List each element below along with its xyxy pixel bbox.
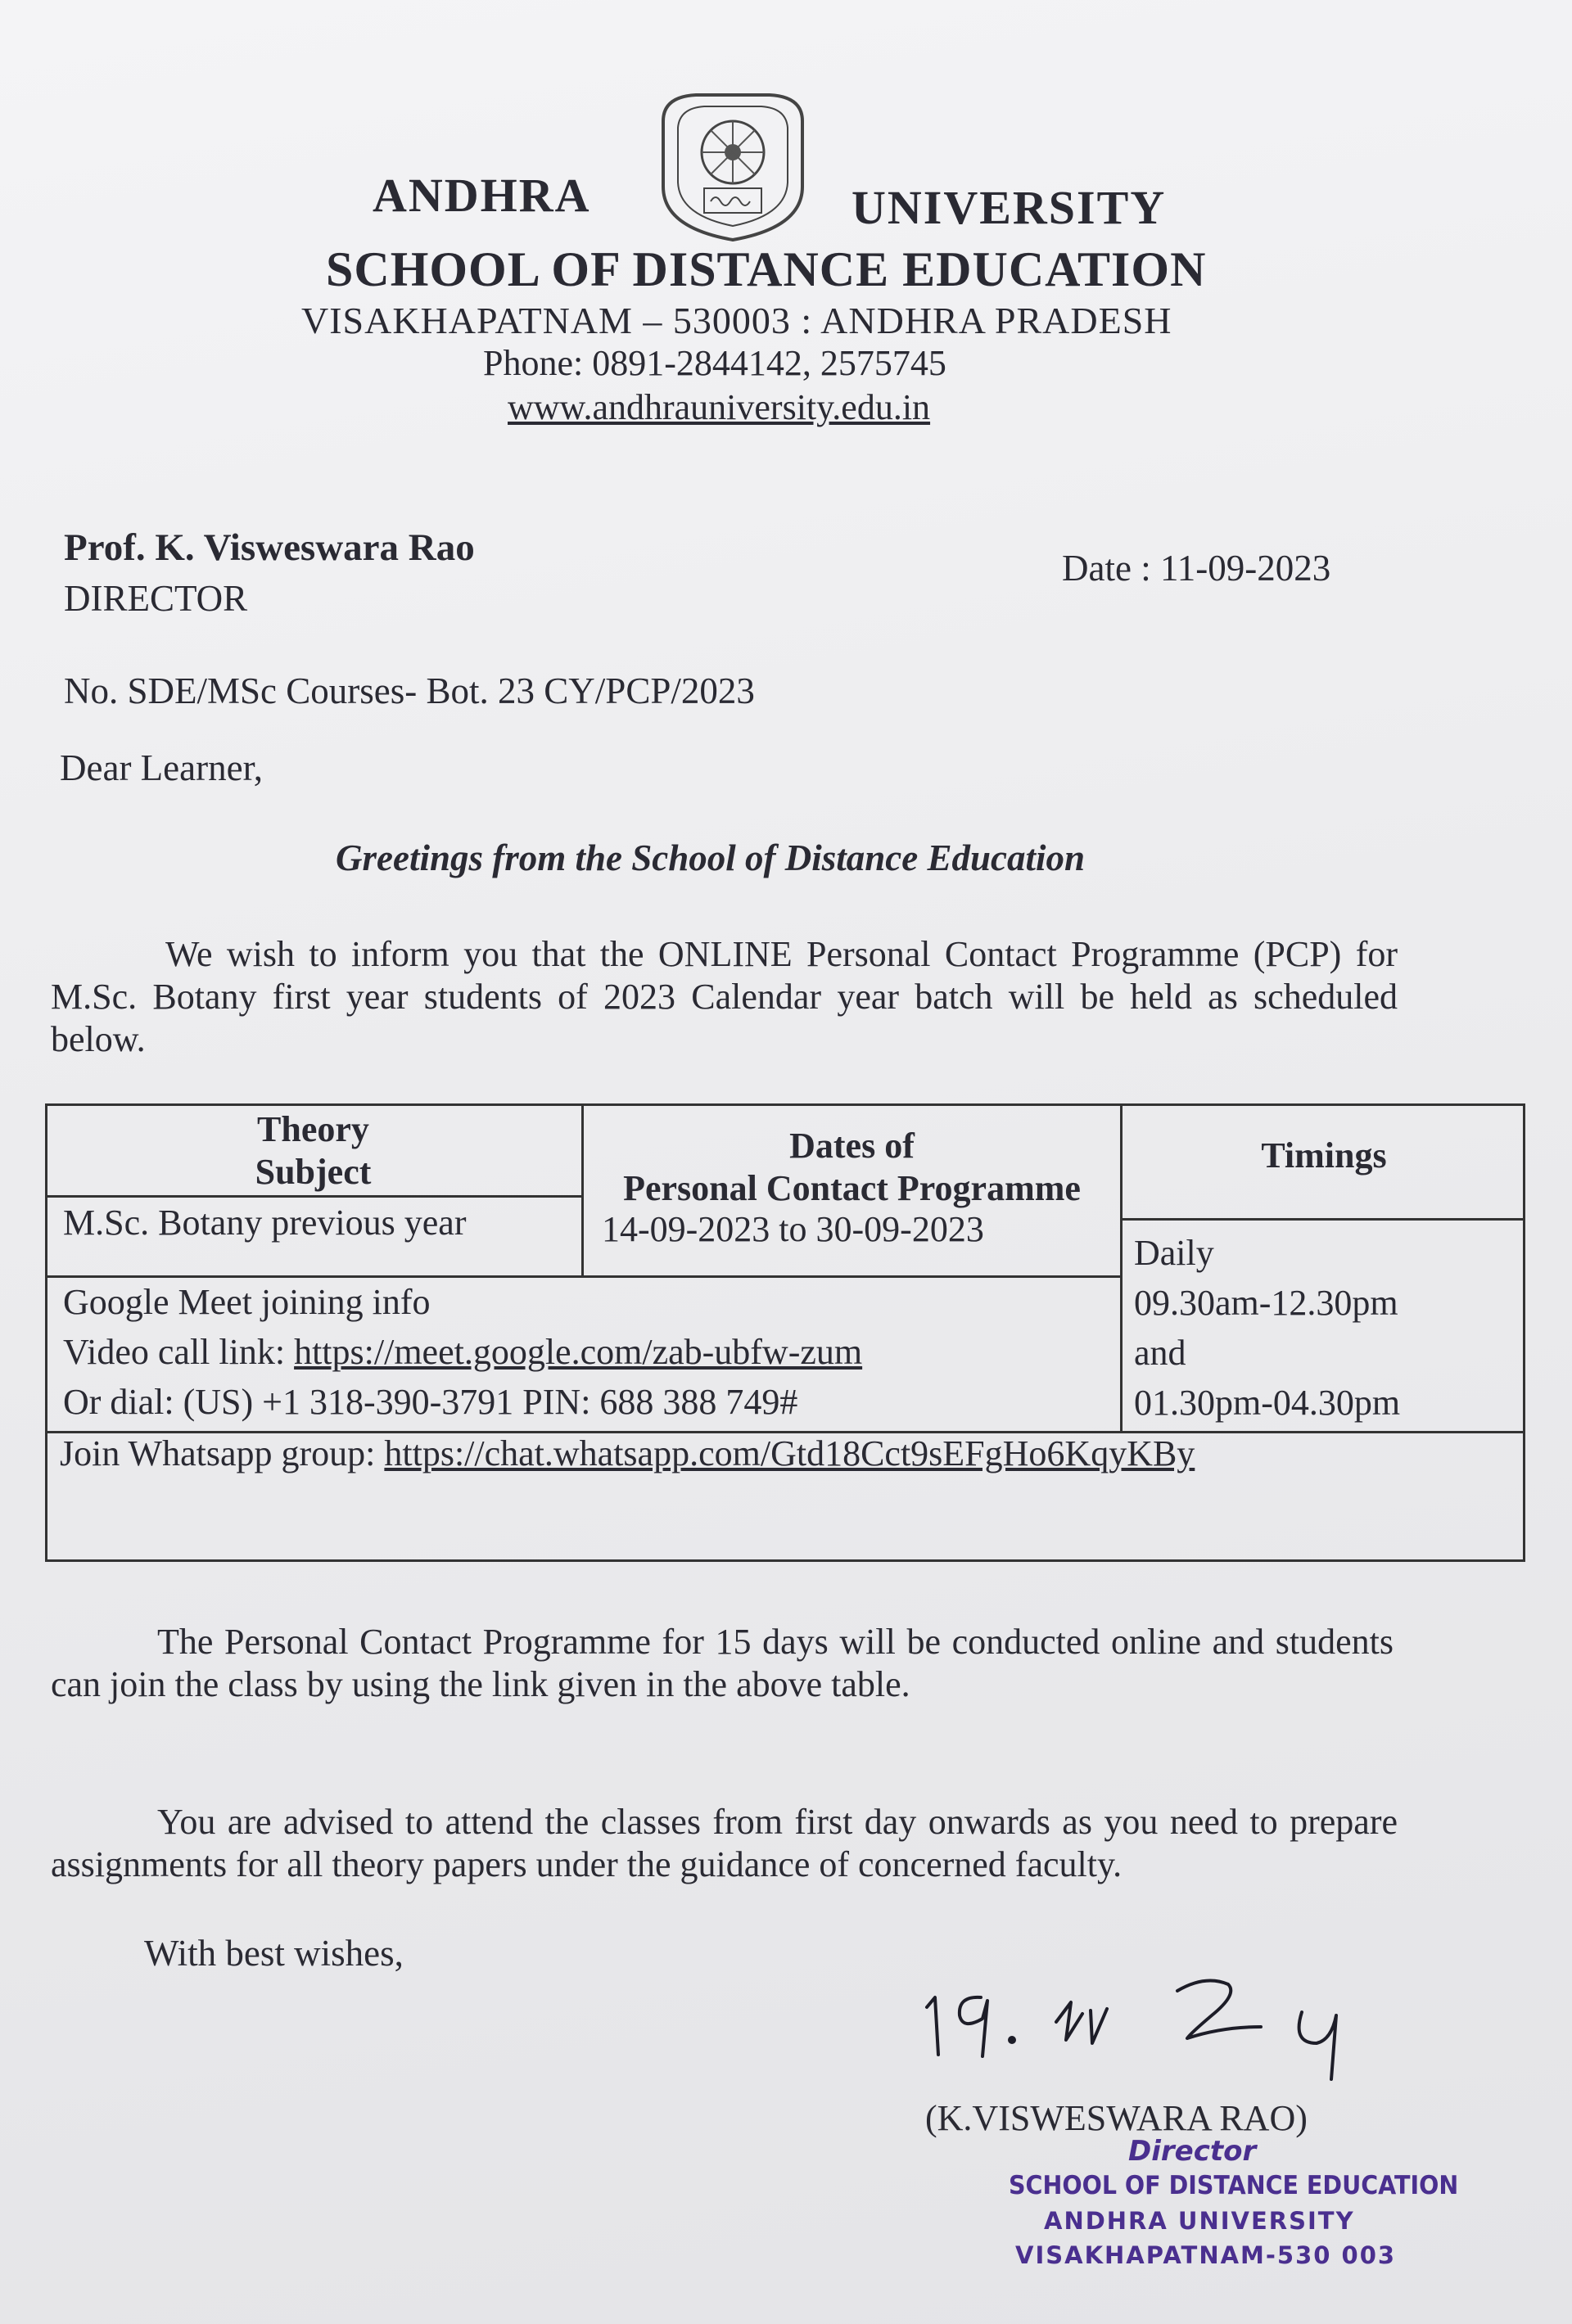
- closing-line: With best wishes,: [144, 1933, 404, 1974]
- stamp-line-director: Director: [1128, 2135, 1257, 2168]
- salutation: Dear Learner,: [60, 747, 264, 788]
- sender-title: DIRECTOR: [64, 578, 248, 619]
- meet-info-title: Google Meet joining info: [63, 1282, 431, 1322]
- timings-line: 01.30pm-04.30pm: [1134, 1383, 1401, 1423]
- col-header-line: Personal Contact Programme: [623, 1168, 1081, 1208]
- advice-paragraph: You are advised to attend the classes from first day onwards as you need to prepare assignments for all theory papers under the guidance of concerned faculty.: [51, 1802, 1398, 1884]
- col-header-dates: [584, 1125, 1120, 1210]
- university-seal-icon: [647, 88, 819, 244]
- pcp-paragraph: The Personal Contact Programme for 15 days will be conducted online and students can join the class by using the link given in the above table.: [51, 1622, 1394, 1704]
- stamp-line-city: VISAKHAPATNAM-530 003: [1015, 2241, 1397, 2269]
- greeting-heading: Greetings from the School of Distance Education: [336, 837, 1086, 878]
- letter-date: Date : 11-09-2023: [1062, 548, 1331, 589]
- timings-line: Daily: [1134, 1233, 1214, 1273]
- video-call-row: [63, 1327, 862, 1377]
- header-word-university: UNIVERSITY: [852, 181, 1167, 234]
- col-header-theory-subject: [45, 1108, 581, 1194]
- video-call-link[interactable]: https://meet.google.com/zab-ubfw-zum: [294, 1332, 863, 1372]
- stamp-line-school: SCHOOL OF DISTANCE EDUCATION: [1009, 2171, 1459, 2200]
- header-website-link[interactable]: www.andhrauniversity.edu.in: [508, 387, 931, 427]
- sender-name: Prof. K. Visweswara Rao: [64, 526, 475, 569]
- table-divider: [45, 1195, 581, 1198]
- whatsapp-label: Join Whatsapp group:: [60, 1433, 385, 1473]
- whatsapp-cell: [60, 1433, 1195, 1475]
- col-header-line: Theory: [257, 1109, 369, 1149]
- header-school-name: SCHOOL OF DISTANCE EDUCATION: [326, 242, 1207, 296]
- col-header-line: Subject: [255, 1152, 372, 1192]
- col-header-timings: Timings: [1261, 1135, 1387, 1176]
- dial-info: Or dial: (US) +1 318-390-3791 PIN: 688 388 749#: [63, 1382, 798, 1422]
- whatsapp-group-link[interactable]: https://chat.whatsapp.com/Gtd18Cct9sEFgHo6KqyKBy: [384, 1433, 1195, 1473]
- table-divider: [1120, 1218, 1525, 1221]
- header-address: VISAKHAPATNAM – 530003 : ANDHRA PRADESH: [301, 300, 1172, 341]
- timings-line: and: [1134, 1333, 1186, 1373]
- schedule-table: [45, 1103, 1525, 1562]
- header-word-andhra: ANDHRA: [373, 169, 591, 222]
- signatory-name: (K.VISWESWARA RAO): [925, 2098, 1308, 2138]
- dates-cell: 14-09-2023 to 30-09-2023: [602, 1209, 984, 1249]
- subject-cell: M.Sc. Botany previous year: [63, 1203, 467, 1243]
- col-header-line: Dates of: [789, 1126, 915, 1166]
- header-phone: Phone: 0891-2844142, 2575745: [483, 343, 946, 383]
- reference-number: No. SDE/MSc Courses- Bot. 23 CY/PCP/2023: [64, 670, 755, 711]
- timings-cell: [1134, 1228, 1400, 1428]
- timings-line: 09.30am-12.30pm: [1134, 1283, 1398, 1323]
- handwritten-signature: [917, 1965, 1425, 2087]
- stamp-line-university: ANDHRA UNIVERSITY: [1044, 2207, 1355, 2235]
- meet-info-cell: [63, 1277, 862, 1427]
- intro-paragraph: We wish to inform you that the ONLINE Personal Contact Programme (PCP) for M.Sc. Botany first year students of 2023 Calendar year batch will be held as scheduled below.: [51, 934, 1398, 1059]
- video-call-label: Video call link:: [63, 1332, 295, 1372]
